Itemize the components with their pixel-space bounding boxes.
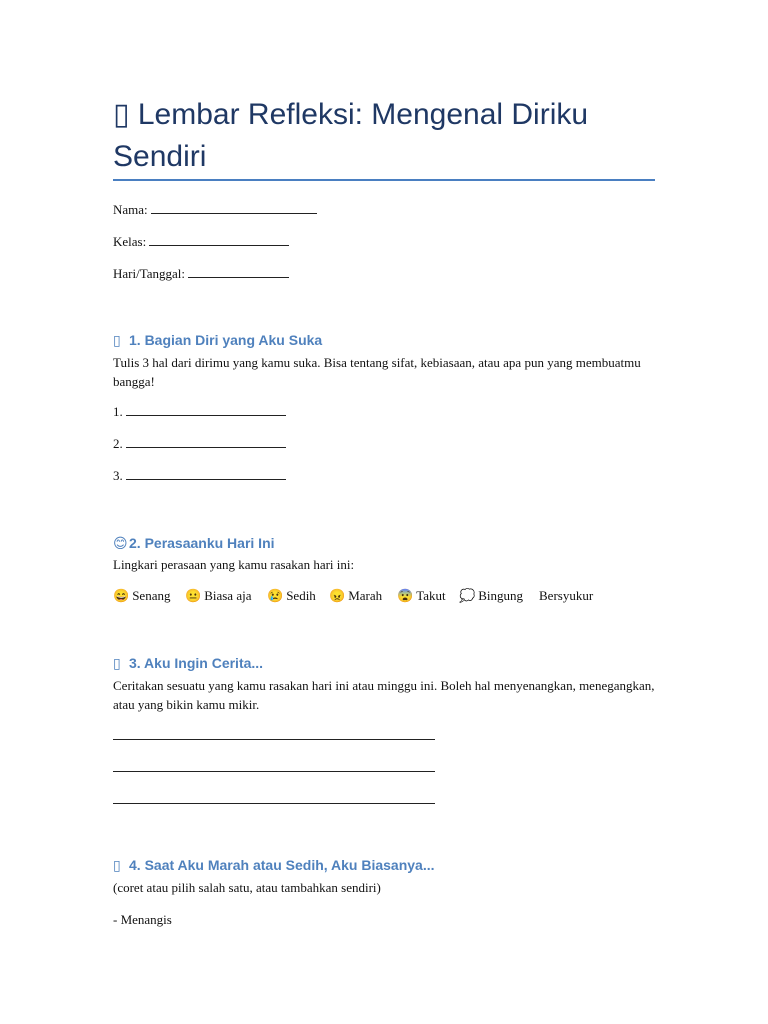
answer-line-1 (113, 404, 286, 420)
answer-number-3: 3. (113, 468, 123, 483)
title-text: Lembar Refleksi: Mengenal Diriku Sendiri (113, 98, 589, 173)
feeling-label: Takut (416, 588, 446, 603)
date-field (113, 266, 289, 282)
feeling-bingung[interactable] (459, 588, 523, 604)
section-4-icon: ▯ (113, 857, 121, 873)
feeling-label: Bingung (478, 588, 523, 603)
answer-blank-3 (126, 468, 286, 480)
feeling-label: Bersyukur (539, 588, 594, 603)
answer-line-3 (113, 468, 286, 484)
section-4-title: 4. Saat Aku Marah atau Sedih, Aku Biasanya... (129, 857, 435, 873)
section-4-instruction: (coret atau pilih salah satu, atau tambahkan sendiri) (113, 880, 381, 895)
answer-number-1: 1. (113, 404, 123, 419)
feeling-bersyukur[interactable] (539, 588, 593, 604)
section-3-title: 3. Aku Ingin Cerita... (129, 655, 264, 671)
section-2-instruction: Lingkari perasaan yang kamu rasakan hari ini: (113, 557, 355, 572)
document-title (113, 94, 658, 178)
answer-blank-1 (126, 404, 286, 416)
name-label: Nama: (113, 202, 148, 217)
feeling-label: Biasa aja (204, 588, 252, 603)
feeling-label: Marah (348, 588, 383, 603)
feeling-senang[interactable] (113, 588, 170, 604)
section-1-heading (113, 331, 322, 349)
section-1-instruction: Tulis 3 hal dari dirimu yang kamu suka. Bisa tentang sifat, kebiasaan, atau apa pun yang membuatmu bangga! (113, 355, 641, 389)
feeling-label: Senang (132, 588, 171, 603)
feeling-marah[interactable] (329, 588, 382, 604)
smile-icon: 😊 (113, 535, 128, 551)
title-underline (113, 179, 655, 181)
date-label: Hari/Tanggal: (113, 266, 186, 281)
answer-number-2: 2. (113, 436, 123, 451)
section-2-title: 2. Perasaanku Hari Ini (129, 535, 275, 551)
story-writing-line-3 (113, 803, 435, 804)
date-blank-line (188, 266, 289, 278)
name-blank-line (151, 202, 317, 214)
story-writing-line-2 (113, 771, 435, 772)
feeling-takut[interactable] (397, 588, 446, 604)
section-3-icon: ▯ (113, 655, 121, 671)
fearful-face-icon: 😨 (397, 588, 414, 603)
neutral-face-icon: 😐 (185, 588, 202, 603)
story-writing-line-1 (113, 739, 435, 740)
answer-blank-2 (126, 436, 286, 448)
class-field (113, 234, 289, 250)
section-1-title: 1. Bagian Diri yang Aku Suka (129, 332, 323, 348)
feeling-label: Sedih (286, 588, 316, 603)
section-3-instruction: Ceritakan sesuatu yang kamu rasakan hari ini atau minggu ini. Boleh hal menyenangkan, menegangkan, atau yang bikin kamu mikir. (113, 678, 655, 712)
answer-line-2 (113, 436, 286, 452)
title-icon: ▯ (113, 98, 130, 131)
coping-option: - Menangis (113, 912, 172, 927)
crying-face-icon: 😢 (267, 588, 284, 603)
class-label: Kelas: (113, 234, 147, 249)
grinning-face-icon: 😄 (113, 588, 130, 603)
name-field (113, 202, 317, 218)
section-4-heading (113, 856, 435, 874)
feelings-row (113, 588, 658, 606)
section-2-heading (113, 534, 275, 552)
thought-bubble-icon: 💭 (459, 588, 476, 603)
angry-face-icon: 😠 (329, 588, 346, 603)
feeling-biasa-aja[interactable] (185, 588, 251, 604)
section-1-icon: ▯ (113, 332, 121, 348)
section-3-heading (113, 654, 263, 672)
feeling-sedih[interactable] (267, 588, 316, 604)
class-blank-line (149, 234, 289, 246)
